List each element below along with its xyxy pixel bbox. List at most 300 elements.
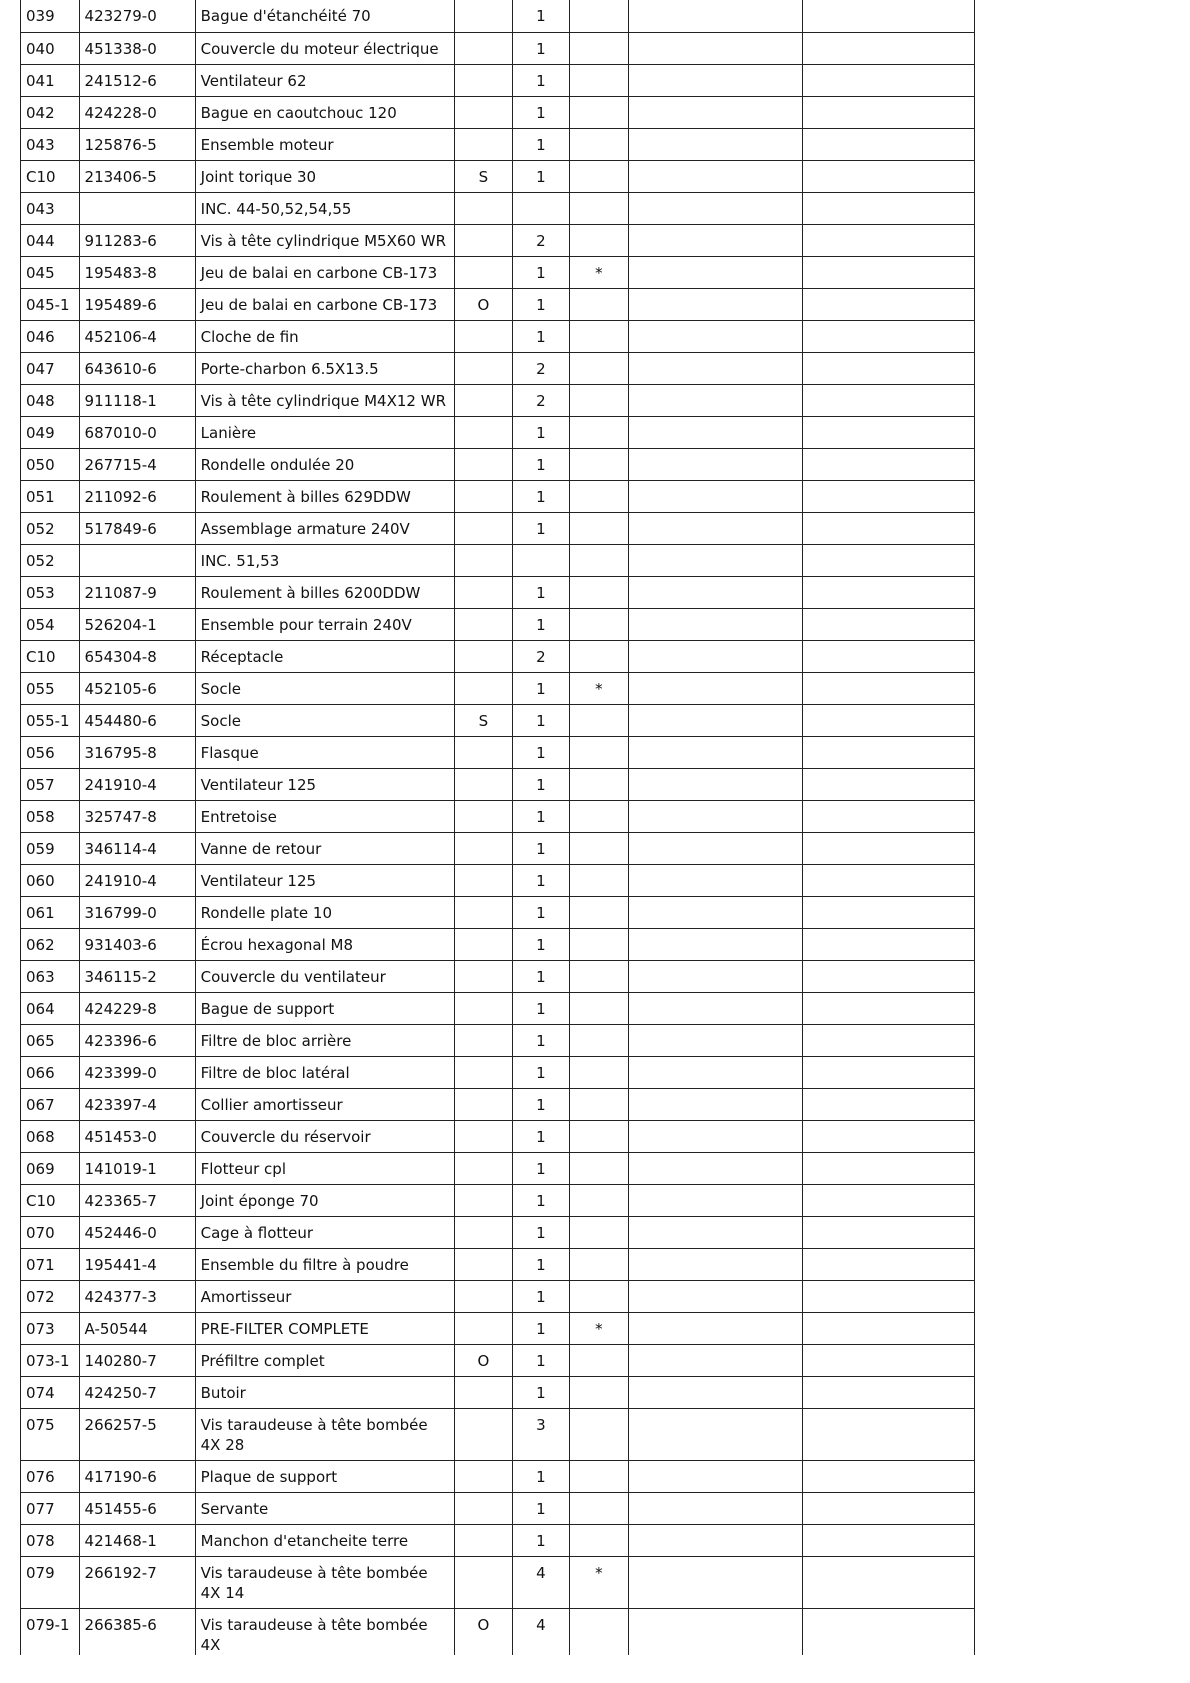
description-cell: Préfiltre complet [195, 1344, 454, 1376]
empty-cell [803, 640, 975, 672]
empty-cell [628, 352, 803, 384]
quantity-cell: 1 [512, 416, 570, 448]
table-row [21, 1184, 975, 1216]
quantity-cell: 1 [512, 320, 570, 352]
code-cell: S [455, 704, 513, 736]
part-number-cell: 266192-7 [79, 1556, 195, 1608]
code-cell [455, 544, 513, 576]
empty-cell [628, 1460, 803, 1492]
item-number-cell: 052 [21, 544, 80, 576]
part-number-cell: 452105-6 [79, 672, 195, 704]
empty-cell [803, 320, 975, 352]
item-number-cell: 054 [21, 608, 80, 640]
empty-cell [628, 736, 803, 768]
empty-cell [803, 352, 975, 384]
description-cell: Butoir [195, 1376, 454, 1408]
description-cell: Joint éponge 70 [195, 1184, 454, 1216]
part-number-cell: 316795-8 [79, 736, 195, 768]
note-cell: * [570, 1312, 629, 1344]
table-row [21, 1460, 975, 1492]
note-cell [570, 1280, 629, 1312]
table-row [21, 1024, 975, 1056]
quantity-cell: 1 [512, 864, 570, 896]
table-row [21, 1152, 975, 1184]
quantity-cell: 1 [512, 1376, 570, 1408]
note-cell [570, 288, 629, 320]
empty-cell [628, 1280, 803, 1312]
part-number-cell: 241512-6 [79, 64, 195, 96]
item-number-cell: 050 [21, 448, 80, 480]
empty-cell [803, 384, 975, 416]
description-cell: INC. 51,53 [195, 544, 454, 576]
empty-cell [628, 1408, 803, 1460]
part-number-cell: 911283-6 [79, 224, 195, 256]
part-number-cell: 316799-0 [79, 896, 195, 928]
item-number-cell: 075 [21, 1408, 80, 1460]
description-cell: Socle [195, 704, 454, 736]
code-cell [455, 800, 513, 832]
note-cell [570, 1344, 629, 1376]
part-number-cell: 267715-4 [79, 448, 195, 480]
code-cell [455, 1312, 513, 1344]
part-number-cell: 195441-4 [79, 1248, 195, 1280]
note-cell [570, 832, 629, 864]
part-number-cell: 421468-1 [79, 1524, 195, 1556]
quantity-cell: 1 [512, 960, 570, 992]
table-row [21, 576, 975, 608]
empty-cell [628, 480, 803, 512]
part-number-cell: 424377-3 [79, 1280, 195, 1312]
part-number-cell: 211087-9 [79, 576, 195, 608]
empty-cell [803, 1152, 975, 1184]
quantity-cell: 3 [512, 1408, 570, 1460]
part-number-cell: 643610-6 [79, 352, 195, 384]
quantity-cell: 1 [512, 928, 570, 960]
quantity-cell: 1 [512, 1460, 570, 1492]
description-cell: Vis taraudeuse à tête bombée 4X [195, 1608, 454, 1655]
note-cell [570, 128, 629, 160]
empty-cell [803, 288, 975, 320]
part-number-cell: 195483-8 [79, 256, 195, 288]
part-number-cell: 241910-4 [79, 768, 195, 800]
quantity-cell: 1 [512, 1312, 570, 1344]
quantity-cell [512, 544, 570, 576]
quantity-cell: 1 [512, 672, 570, 704]
part-number-cell: 911118-1 [79, 384, 195, 416]
description-cell: Bague d'étanchéité 70 [195, 0, 454, 32]
note-cell [570, 544, 629, 576]
code-cell [455, 640, 513, 672]
description-cell: Vanne de retour [195, 832, 454, 864]
table-row [21, 128, 975, 160]
quantity-cell: 1 [512, 448, 570, 480]
empty-cell [628, 416, 803, 448]
quantity-cell: 1 [512, 1152, 570, 1184]
item-number-cell: 044 [21, 224, 80, 256]
part-number-cell: 346115-2 [79, 960, 195, 992]
part-number-cell: 346114-4 [79, 832, 195, 864]
code-cell [455, 1120, 513, 1152]
note-cell [570, 768, 629, 800]
item-number-cell: 052 [21, 512, 80, 544]
note-cell: * [570, 1556, 629, 1608]
code-cell [455, 1492, 513, 1524]
quantity-cell: 1 [512, 512, 570, 544]
table-row [21, 192, 975, 224]
note-cell [570, 1524, 629, 1556]
code-cell [455, 1088, 513, 1120]
code-cell [455, 1024, 513, 1056]
table-row [21, 96, 975, 128]
part-number-cell: 424250-7 [79, 1376, 195, 1408]
empty-cell [628, 672, 803, 704]
table-row [21, 480, 975, 512]
item-number-cell: 068 [21, 1120, 80, 1152]
table-row [21, 800, 975, 832]
part-number-cell: 423399-0 [79, 1056, 195, 1088]
description-cell: Flasque [195, 736, 454, 768]
table-row [21, 640, 975, 672]
note-cell [570, 576, 629, 608]
item-number-cell: 069 [21, 1152, 80, 1184]
item-number-cell: 072 [21, 1280, 80, 1312]
description-cell: Joint torique 30 [195, 160, 454, 192]
empty-cell [628, 160, 803, 192]
empty-cell [628, 1556, 803, 1608]
note-cell [570, 1492, 629, 1524]
quantity-cell: 1 [512, 1184, 570, 1216]
empty-cell [803, 608, 975, 640]
item-number-cell: 045-1 [21, 288, 80, 320]
part-number-cell: 452446-0 [79, 1216, 195, 1248]
part-number-cell: 687010-0 [79, 416, 195, 448]
item-number-cell: 058 [21, 800, 80, 832]
code-cell [455, 960, 513, 992]
description-cell: Rondelle plate 10 [195, 896, 454, 928]
description-cell: Servante [195, 1492, 454, 1524]
code-cell [455, 1184, 513, 1216]
quantity-cell: 1 [512, 96, 570, 128]
quantity-cell: 1 [512, 1024, 570, 1056]
table-row [21, 224, 975, 256]
description-cell: Entretoise [195, 800, 454, 832]
table-row [21, 896, 975, 928]
table-row [21, 672, 975, 704]
empty-cell [803, 800, 975, 832]
parts-list-sheet [20, 0, 975, 1655]
code-cell [455, 64, 513, 96]
item-number-cell: 041 [21, 64, 80, 96]
empty-cell [803, 1120, 975, 1152]
empty-cell [803, 1408, 975, 1460]
empty-cell [803, 1184, 975, 1216]
parts-table [20, 0, 975, 1655]
part-number-cell: 452106-4 [79, 320, 195, 352]
empty-cell [628, 1312, 803, 1344]
item-number-cell: 073-1 [21, 1344, 80, 1376]
table-row [21, 1312, 975, 1344]
item-number-cell: 065 [21, 1024, 80, 1056]
item-number-cell: 063 [21, 960, 80, 992]
table-row [21, 960, 975, 992]
table-row [21, 1088, 975, 1120]
note-cell [570, 1152, 629, 1184]
quantity-cell: 1 [512, 64, 570, 96]
part-number-cell: 213406-5 [79, 160, 195, 192]
empty-cell [803, 1344, 975, 1376]
note-cell [570, 192, 629, 224]
table-row [21, 608, 975, 640]
code-cell [455, 1408, 513, 1460]
empty-cell [803, 1608, 975, 1655]
quantity-cell: 1 [512, 1248, 570, 1280]
description-cell: Flotteur cpl [195, 1152, 454, 1184]
note-cell [570, 1024, 629, 1056]
empty-cell [628, 832, 803, 864]
quantity-cell: 1 [512, 128, 570, 160]
table-row [21, 256, 975, 288]
empty-cell [803, 480, 975, 512]
quantity-cell: 2 [512, 640, 570, 672]
part-number-cell: 417190-6 [79, 1460, 195, 1492]
item-number-cell: 079 [21, 1556, 80, 1608]
empty-cell [628, 960, 803, 992]
quantity-cell: 1 [512, 608, 570, 640]
empty-cell [803, 832, 975, 864]
table-row [21, 768, 975, 800]
empty-cell [628, 224, 803, 256]
empty-cell [803, 1460, 975, 1492]
table-row [21, 1524, 975, 1556]
item-number-cell: 057 [21, 768, 80, 800]
item-number-cell: 046 [21, 320, 80, 352]
note-cell [570, 32, 629, 64]
description-cell: Ventilateur 125 [195, 864, 454, 896]
code-cell [455, 320, 513, 352]
item-number-cell: 042 [21, 96, 80, 128]
part-number-cell: 423365-7 [79, 1184, 195, 1216]
table-row [21, 1556, 975, 1608]
empty-cell [628, 320, 803, 352]
table-row [21, 832, 975, 864]
part-number-cell [79, 192, 195, 224]
description-cell: Couvercle du réservoir [195, 1120, 454, 1152]
empty-cell [628, 1608, 803, 1655]
table-row [21, 448, 975, 480]
description-cell: Assemblage armature 240V [195, 512, 454, 544]
empty-cell [628, 928, 803, 960]
code-cell [455, 768, 513, 800]
quantity-cell: 4 [512, 1556, 570, 1608]
description-cell: Rondelle ondulée 20 [195, 448, 454, 480]
empty-cell [803, 224, 975, 256]
item-number-cell: 060 [21, 864, 80, 896]
code-cell [455, 992, 513, 1024]
quantity-cell: 1 [512, 896, 570, 928]
empty-cell [803, 192, 975, 224]
table-row [21, 1056, 975, 1088]
empty-cell [628, 1492, 803, 1524]
item-number-cell: 071 [21, 1248, 80, 1280]
code-cell [455, 352, 513, 384]
code-cell [455, 384, 513, 416]
item-number-cell: 064 [21, 992, 80, 1024]
note-cell [570, 1376, 629, 1408]
code-cell [455, 416, 513, 448]
note-cell [570, 864, 629, 896]
quantity-cell: 4 [512, 1608, 570, 1655]
note-cell [570, 384, 629, 416]
table-row [21, 160, 975, 192]
item-number-cell: 079-1 [21, 1608, 80, 1655]
table-row [21, 512, 975, 544]
item-number-cell: 049 [21, 416, 80, 448]
description-cell: Jeu de balai en carbone CB-173 [195, 288, 454, 320]
empty-cell [803, 448, 975, 480]
note-cell [570, 0, 629, 32]
quantity-cell: 1 [512, 800, 570, 832]
quantity-cell: 1 [512, 32, 570, 64]
note-cell [570, 1248, 629, 1280]
item-number-cell: 039 [21, 0, 80, 32]
empty-cell [628, 1216, 803, 1248]
note-cell [570, 224, 629, 256]
empty-cell [803, 160, 975, 192]
table-row [21, 736, 975, 768]
note-cell [570, 1608, 629, 1655]
table-row [21, 320, 975, 352]
empty-cell [628, 768, 803, 800]
table-row [21, 1120, 975, 1152]
quantity-cell: 1 [512, 1492, 570, 1524]
note-cell [570, 1120, 629, 1152]
empty-cell [628, 800, 803, 832]
empty-cell [628, 992, 803, 1024]
table-row [21, 1216, 975, 1248]
code-cell [455, 448, 513, 480]
table-row [21, 64, 975, 96]
description-cell: Lanière [195, 416, 454, 448]
item-number-cell: 055 [21, 672, 80, 704]
table-row [21, 544, 975, 576]
empty-cell [628, 64, 803, 96]
item-number-cell: 053 [21, 576, 80, 608]
code-cell [455, 224, 513, 256]
description-cell: Cage à flotteur [195, 1216, 454, 1248]
empty-cell [803, 1280, 975, 1312]
empty-cell [803, 1556, 975, 1608]
quantity-cell: 1 [512, 1120, 570, 1152]
description-cell: Collier amortisseur [195, 1088, 454, 1120]
description-cell: Vis à tête cylindrique M4X12 WR [195, 384, 454, 416]
table-row [21, 1408, 975, 1460]
table-row [21, 704, 975, 736]
empty-cell [628, 1248, 803, 1280]
item-number-cell: C10 [21, 640, 80, 672]
note-cell [570, 736, 629, 768]
empty-cell [803, 1088, 975, 1120]
quantity-cell: 1 [512, 992, 570, 1024]
description-cell: Ventilateur 125 [195, 768, 454, 800]
empty-cell [803, 1492, 975, 1524]
description-cell: Bague de support [195, 992, 454, 1024]
table-row [21, 1376, 975, 1408]
code-cell [455, 1280, 513, 1312]
item-number-cell: 056 [21, 736, 80, 768]
table-row [21, 352, 975, 384]
description-cell: INC. 44-50,52,54,55 [195, 192, 454, 224]
part-number-cell: 125876-5 [79, 128, 195, 160]
empty-cell [803, 672, 975, 704]
item-number-cell: 073 [21, 1312, 80, 1344]
part-number-cell: 140280-7 [79, 1344, 195, 1376]
part-number-cell: 451455-6 [79, 1492, 195, 1524]
empty-cell [628, 1344, 803, 1376]
empty-cell [803, 1216, 975, 1248]
code-cell [455, 128, 513, 160]
empty-cell [803, 992, 975, 1024]
part-number-cell: 241910-4 [79, 864, 195, 896]
quantity-cell [512, 192, 570, 224]
note-cell [570, 480, 629, 512]
empty-cell [628, 1056, 803, 1088]
empty-cell [803, 768, 975, 800]
part-number-cell: 141019-1 [79, 1152, 195, 1184]
empty-cell [628, 896, 803, 928]
item-number-cell: 074 [21, 1376, 80, 1408]
note-cell: * [570, 672, 629, 704]
quantity-cell: 1 [512, 1088, 570, 1120]
empty-cell [628, 864, 803, 896]
empty-cell [628, 512, 803, 544]
table-row [21, 992, 975, 1024]
empty-cell [628, 608, 803, 640]
quantity-cell: 2 [512, 224, 570, 256]
description-cell: Amortisseur [195, 1280, 454, 1312]
code-cell [455, 672, 513, 704]
note-cell [570, 992, 629, 1024]
code-cell [455, 576, 513, 608]
code-cell: O [455, 288, 513, 320]
empty-cell [628, 640, 803, 672]
note-cell [570, 1088, 629, 1120]
empty-cell [803, 1376, 975, 1408]
note-cell [570, 512, 629, 544]
part-number-cell: 451338-0 [79, 32, 195, 64]
table-row [21, 1492, 975, 1524]
quantity-cell: 1 [512, 1216, 570, 1248]
code-cell [455, 1216, 513, 1248]
part-number-cell: 423397-4 [79, 1088, 195, 1120]
table-row [21, 1248, 975, 1280]
quantity-cell: 1 [512, 0, 570, 32]
description-cell: Vis taraudeuse à tête bombée 4X 14 [195, 1556, 454, 1608]
empty-cell [803, 1312, 975, 1344]
part-number-cell: 211092-6 [79, 480, 195, 512]
code-cell [455, 736, 513, 768]
table-row [21, 384, 975, 416]
description-cell: PRE-FILTER COMPLETE [195, 1312, 454, 1344]
code-cell [455, 832, 513, 864]
empty-cell [803, 96, 975, 128]
empty-cell [628, 96, 803, 128]
part-number-cell: 423396-6 [79, 1024, 195, 1056]
note-cell [570, 1460, 629, 1492]
part-number-cell: 526204-1 [79, 608, 195, 640]
part-number-cell: 451453-0 [79, 1120, 195, 1152]
note-cell [570, 448, 629, 480]
quantity-cell: 1 [512, 1344, 570, 1376]
